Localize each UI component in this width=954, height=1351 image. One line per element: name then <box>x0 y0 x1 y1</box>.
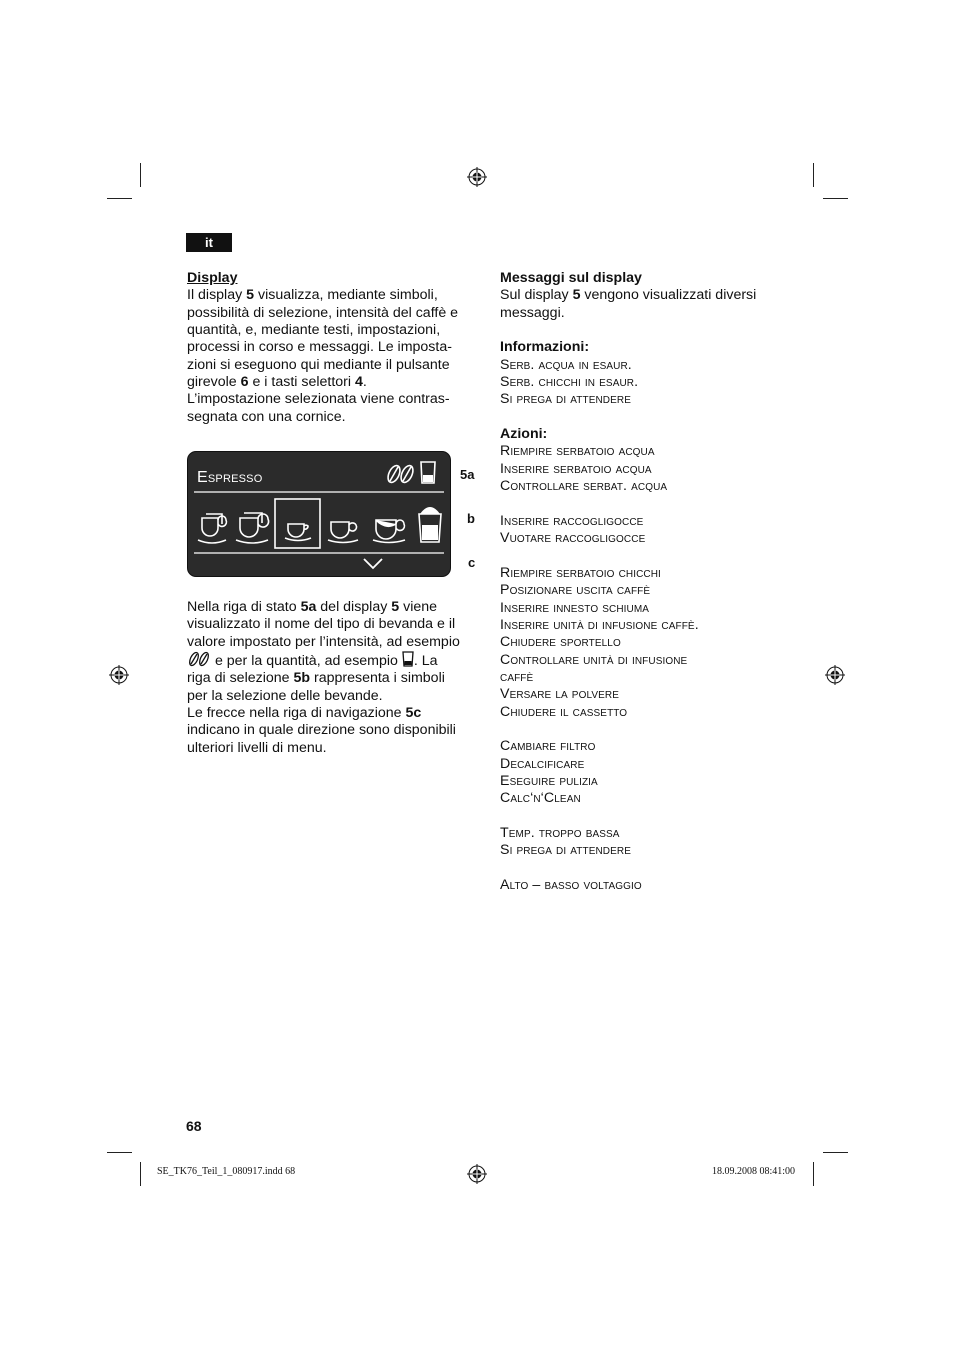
info-message: Si prega di attendere <box>500 391 631 408</box>
action-message: Vuotare raccogligocce <box>500 530 646 547</box>
action-message: Chiudere sportello <box>500 634 621 651</box>
action-message: Riempire serbatoio chicchi <box>500 564 661 581</box>
action-message: Si prega di attendere <box>500 842 631 859</box>
action-message: Calc‘n‘Clean <box>500 790 581 807</box>
action-message: Riempire serbatoio acqua <box>500 443 655 460</box>
registration-mark-icon <box>825 665 845 685</box>
action-message: Inserire innesto schiuma <box>500 599 650 616</box>
info-message: Serb. chicchi in esaur. <box>500 374 639 391</box>
actions-heading: Azioni: <box>500 426 548 443</box>
action-message: Eseguire pulizia <box>500 772 598 789</box>
crop-mark <box>107 1152 132 1153</box>
navigation-arrow-down-icon <box>364 559 382 568</box>
footer-datetime: 18.09.2008 08:41:00 <box>712 1166 796 1177</box>
action-message: Alto – basso voltaggio <box>500 877 642 894</box>
action-message: Controllare unità di infusione <box>500 651 688 668</box>
display-heading: Display <box>187 270 238 286</box>
coffee-cup-icon <box>328 522 358 543</box>
double-cup-icon-2 <box>236 513 269 543</box>
action-message: Chiudere il cassetto <box>500 703 628 720</box>
callout-b: b <box>467 511 475 526</box>
quantity-cup-inline-icon <box>402 651 414 667</box>
callout-5a: 5a <box>460 467 475 482</box>
display-description: Il display 5 visualizza, mediante simboli, possibilità di selezione, intensità del caffè e quantità, e, mediante testi, impostazioni, processi in corso e messaggi. Le imposta- zioni si eseguono qui mediante il pulsante girevole 6 e i tasti selettori 4. L’impostazione selezionata viene contras- segnata con una cornice. <box>187 287 459 425</box>
display-illustration <box>187 451 451 577</box>
page-number: 68 <box>186 1118 202 1134</box>
action-message: Decalcificare <box>500 755 585 772</box>
crop-mark <box>140 163 141 187</box>
info-messages <box>500 357 800 409</box>
left-column <box>187 270 477 426</box>
action-message: Inserire unità di infusione caffè. <box>500 616 699 633</box>
strength-beans-inline-icon <box>187 651 211 667</box>
right-column: Messaggi sul display Sul display 5 vengono visualizzati diversi messaggi. Informazioni: Serb. acqua in esaur. Serb. chicchi in esaur. Si prega di attendere Azioni: Riempire serbatoio acqua Inserire serbatoio acqua Controllare serbat. acqua Inserire raccogligocce Vuotare raccogligocce Riempire serbatoio chicchi Posizionare uscita caffè Inserire innesto schiuma Inserire unità di infusione caffè. Chiudere sportello Controllare unità di infusione caffè Versare la polvere Chiudere il cassetto Cambiare filtro Decalcificare Eseguire pulizia Calc‘n‘Clean Temp. troppo bassa Si prega di attendere Alto – basso voltaggio <box>500 270 800 894</box>
strength-beans-icon <box>386 464 416 485</box>
info-heading: Informazioni: <box>500 339 590 356</box>
action-message: Controllare serbat. acqua <box>500 478 668 495</box>
espresso-cup-icon <box>285 524 311 541</box>
double-cup-icon-1 <box>198 514 226 543</box>
quantity-cup-icon <box>421 462 435 483</box>
registration-mark-icon <box>467 167 487 187</box>
language-tab: it <box>186 233 232 252</box>
action-message: caffè <box>500 668 534 685</box>
cappuccino-cup-icon <box>373 520 405 543</box>
action-message: Inserire serbatoio acqua <box>500 460 652 477</box>
action-message: Versare la polvere <box>500 686 619 703</box>
status-row-description: Nella riga di stato 5a del display 5 viene visualizzato il nome del tipo di bevanda e il valore impostato per l’intensità, ad esempio e per la quantità, ad esempio . La riga di selezione 5b rappresenta i simboli per la selezione delle bevande. Le frecce nella riga di navigazione 5c indicano in quale direzione sono disponibili ulteriori livelli di menu. <box>187 599 460 756</box>
action-messages <box>500 443 800 894</box>
crop-mark <box>107 198 132 199</box>
action-message: Temp. troppo bassa <box>500 825 620 841</box>
crop-mark <box>813 1162 814 1186</box>
messages-heading: Messaggi sul display <box>500 270 642 286</box>
crop-mark <box>823 198 848 199</box>
info-message: Serb. acqua in esaur. <box>500 356 632 373</box>
registration-mark-icon <box>467 1164 487 1184</box>
crop-mark <box>813 163 814 187</box>
crop-mark <box>823 1152 848 1153</box>
crop-mark <box>140 1162 141 1186</box>
action-message: Cambiare filtro <box>500 738 596 755</box>
action-message: Posizionare uscita caffè <box>500 582 651 599</box>
display-beverage-title: Espresso <box>197 469 263 486</box>
display-graphics <box>188 452 450 576</box>
callout-c: c <box>468 555 476 570</box>
latte-glass-icon <box>419 507 441 542</box>
footer-filename: SE_TK76_Teil_1_080917.indd 68 <box>157 1166 296 1177</box>
action-message: Inserire raccogligocce <box>500 512 644 529</box>
registration-mark-icon <box>109 665 129 685</box>
